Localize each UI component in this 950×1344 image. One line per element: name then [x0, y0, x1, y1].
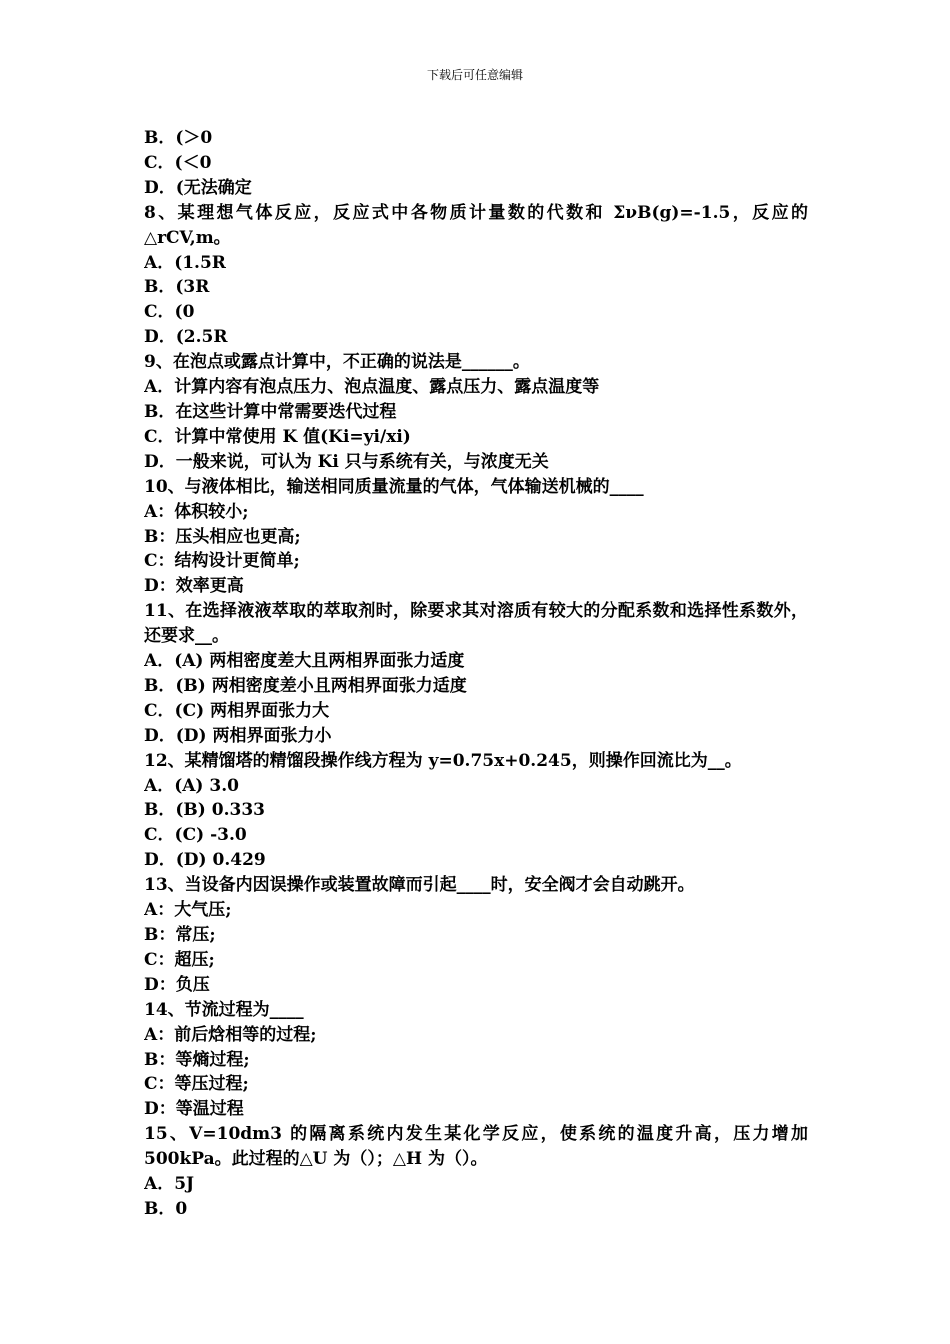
option-14c: C：等压过程; [144, 1074, 249, 1095]
question-12: 12、某精馏塔的精馏段操作线方程为 y=0.75x+0.245，则操作回流比为__。 [144, 750, 742, 771]
question-8: 8、某理想气体反应，反应式中各物质计量数的代数和 ΣνB(g)=-1.5，反应的△rCV,m。 [144, 202, 808, 248]
option-14d: D：等温过程 [144, 1099, 244, 1120]
option-11a: A．(A) 两相密度差大且两相界面张力适度 [144, 651, 465, 672]
option-9a: A．计算内容有泡点压力、泡点温度、露点压力、露点温度等 [144, 377, 600, 398]
option-9b: B．在这些计算中常需要迭代过程 [144, 401, 397, 422]
option-8a: A．(1.5R [144, 252, 226, 273]
option-10d: D：效率更高 [144, 576, 244, 597]
option-15a: A．5J [144, 1174, 195, 1195]
option-14b: B：等熵过程; [144, 1049, 250, 1070]
option-7b: B．(＞0 [144, 128, 213, 148]
option-9c: C．计算中常使用 K 值(Ki=yi/xi) [144, 426, 411, 447]
option-8c: C．(0 [144, 302, 195, 323]
option-10c: C：结构设计更简单; [144, 551, 300, 572]
option-14a: A：前后焓相等的过程; [144, 1024, 317, 1045]
option-7c: C．(＜0 [144, 152, 212, 173]
option-11c: C．(C) 两相界面张力大 [144, 700, 330, 721]
option-13a: A：大气压; [144, 900, 232, 921]
page-header: 下载后可任意编辑 [426, 68, 523, 82]
option-12d: D．(D) 0.429 [144, 850, 266, 871]
option-10a: A：体积较小; [144, 501, 249, 522]
option-13c: C：超压; [144, 949, 215, 970]
option-12a: A．(A) 3.0 [144, 775, 239, 796]
option-7d: D．(无法确定 [144, 177, 252, 198]
document-body [144, 126, 808, 1222]
question-13: 13、当设备内因误操作或装置故障而引起____时，安全阀才会自动跳开。 [144, 875, 695, 896]
question-11: 11、在选择液液萃取的萃取剂时，除要求其对溶质有较大的分配系数和选择性系数外，还要求__。 [144, 601, 808, 647]
option-8b: B．(3R [144, 277, 210, 298]
option-8d: D．(2.5R [144, 327, 228, 348]
option-13b: B：常压; [144, 925, 216, 945]
question-14: 14、节流过程为____ [144, 999, 304, 1020]
option-11b: B．(B) 两相密度差小且两相界面张力适度 [144, 675, 467, 696]
question-15: 15、V=10dm3 的隔离系统内发生某化学反应，使系统的温度升高，压力增加500kPa。此过程的△U 为（）；△H 为（）。 [144, 1124, 808, 1170]
option-13d: D：负压 [144, 974, 210, 995]
option-15b: B．0 [144, 1198, 188, 1219]
question-9: 9、在泡点或露点计算中，不正确的说法是______。 [144, 352, 530, 373]
option-12b: B．(B) 0.333 [144, 800, 265, 821]
question-10: 10、与液体相比，输送相同质量流量的气体，气体输送机械的____ [144, 476, 644, 497]
option-10b: B：压头相应也更高; [144, 526, 301, 547]
option-11d: D．(D) 两相界面张力小 [144, 725, 332, 746]
option-12c: C．(C) -3.0 [144, 825, 247, 846]
option-9d: D．一般来说，可认为 Ki 只与系统有关，与浓度无关 [144, 451, 549, 472]
